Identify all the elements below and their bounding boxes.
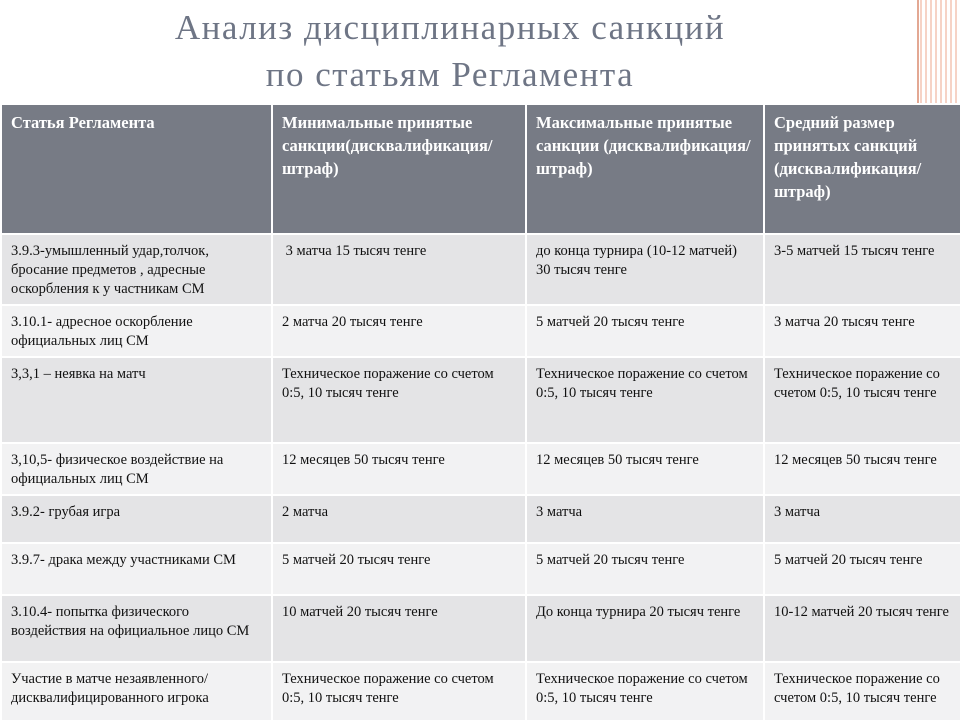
- header-article: Статья Регламента: [1, 104, 272, 234]
- table-row: [1, 305, 960, 357]
- cell-average: 12 месяцев 50 тысяч тенге: [764, 443, 960, 495]
- table-row: [1, 543, 960, 595]
- slide-title-line-2: по статьям Регламента: [265, 55, 635, 94]
- header-maximum-sanctions: Максимальные принятые санкции (дисквалификация/штраф): [526, 104, 764, 234]
- cell-minimum: Техническое поражение со счетом 0:5, 10 тысяч тенге: [272, 662, 526, 720]
- cell-average: 3 матча 20 тысяч тенге: [764, 305, 960, 357]
- cell-minimum: 10 матчей 20 тысяч тенге: [272, 595, 526, 662]
- cell-minimum: 12 месяцев 50 тысяч тенге: [272, 443, 526, 495]
- decorative-stripes: [920, 0, 960, 103]
- cell-article: Участие в матче незаявленного/ дисквалифицированного игрока: [1, 662, 272, 720]
- table-row: [1, 662, 960, 720]
- header-average-sanctions: Средний размер принятых санкций (дисквалификация/штраф): [764, 104, 960, 234]
- cell-maximum: До конца турнира 20 тысяч тенге: [526, 595, 764, 662]
- cell-article: 3.10.4- попытка физического воздействия на официальное лицо СМ: [1, 595, 272, 662]
- cell-maximum: 5 матчей 20 тысяч тенге: [526, 543, 764, 595]
- cell-maximum: 12 месяцев 50 тысяч тенге: [526, 443, 764, 495]
- cell-maximum: до конца турнира (10-12 матчей) 30 тысяч тенге: [526, 234, 764, 305]
- table-row: [1, 443, 960, 495]
- slide-title-line-1: Анализ дисциплинарных санкций: [174, 8, 726, 47]
- table-row: [1, 234, 960, 305]
- sanctions-table-container: [0, 103, 960, 720]
- cell-minimum: Техническое поражение со счетом 0:5, 10 тысяч тенге: [272, 357, 526, 443]
- cell-minimum: 3 матча 15 тысяч тенге: [272, 234, 526, 305]
- cell-maximum: Техническое поражение со счетом 0:5, 10 тысяч тенге: [526, 357, 764, 443]
- table-row: [1, 357, 960, 443]
- cell-article: 3.9.3-умышленный удар,толчок, бросание предметов , адресные оскорбления к у частникам СМ: [1, 234, 272, 305]
- cell-average: Техническое поражение со счетом 0:5, 10 тысяч тенге: [764, 357, 960, 443]
- sanctions-table: [0, 103, 960, 720]
- cell-minimum: 2 матча: [272, 495, 526, 543]
- cell-article: 3.9.7- драка между участниками СМ: [1, 543, 272, 595]
- cell-average: 3 матча: [764, 495, 960, 543]
- cell-maximum: Техническое поражение со счетом 0:5, 10 тысяч тенге: [526, 662, 764, 720]
- cell-minimum: 2 матча 20 тысяч тенге: [272, 305, 526, 357]
- cell-average: 10-12 матчей 20 тысяч тенге: [764, 595, 960, 662]
- slide-title: [0, 4, 900, 98]
- cell-minimum: 5 матчей 20 тысяч тенге: [272, 543, 526, 595]
- decorative-rule: [917, 0, 919, 103]
- cell-average: Техническое поражение со счетом 0:5, 10 тысяч тенге: [764, 662, 960, 720]
- table-header-row: [1, 104, 960, 234]
- cell-article: 3.10.1- адресное оскорбление официальных лиц СМ: [1, 305, 272, 357]
- cell-article: 3.9.2- грубая игра: [1, 495, 272, 543]
- header-minimum-sanctions: Минимальные принятые санкции(дисквалификация/штраф): [272, 104, 526, 234]
- cell-article: 3,3,1 – неявка на матч: [1, 357, 272, 443]
- table-row: [1, 595, 960, 662]
- cell-average: 5 матчей 20 тысяч тенге: [764, 543, 960, 595]
- table-row: [1, 495, 960, 543]
- cell-maximum: 3 матча: [526, 495, 764, 543]
- cell-average: 3-5 матчей 15 тысяч тенге: [764, 234, 960, 305]
- cell-maximum: 5 матчей 20 тысяч тенге: [526, 305, 764, 357]
- cell-article: 3,10,5- физическое воздействие на официальных лиц СМ: [1, 443, 272, 495]
